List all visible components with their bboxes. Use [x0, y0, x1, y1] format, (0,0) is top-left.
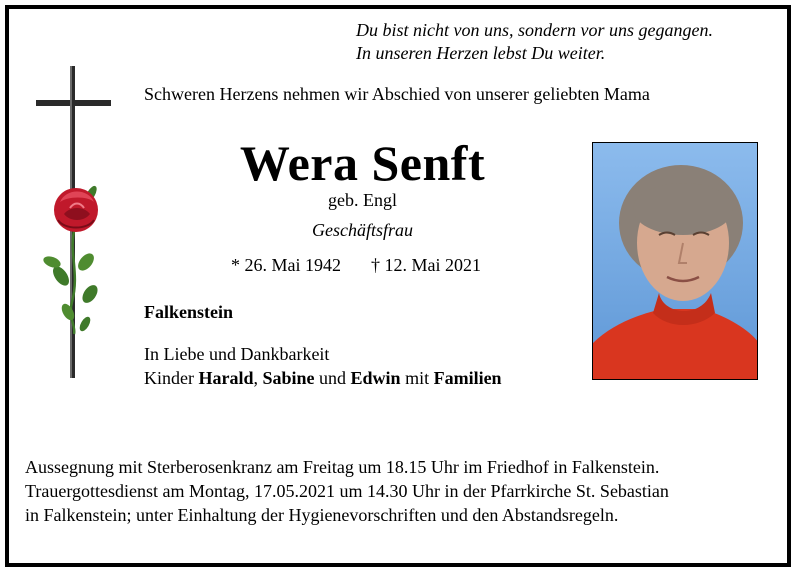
maiden-name: geb. Engl	[328, 190, 397, 210]
families: Familien	[433, 368, 502, 388]
birth-date: * 26. Mai 1942	[231, 255, 341, 275]
mourners-line-1: In Liebe und Dankbarkeit	[144, 344, 330, 364]
occupation: Geschäftsfrau	[312, 220, 413, 240]
mourners-line-2	[144, 368, 502, 389]
death-date: † 12. Mai 2021	[371, 255, 481, 275]
conjunction: und	[319, 368, 347, 388]
separator: ,	[253, 368, 258, 388]
verse-line-1: Du bist nicht von uns, sondern vor uns gegangen.	[356, 20, 713, 40]
service-info-line-2: Trauergottesdienst am Montag, 17.05.2021 um 14.30 Uhr in der Pfarrkirche St. Sebastian	[25, 481, 669, 501]
mourners-prefix: Kinder	[144, 368, 194, 388]
verse-line-2: In unseren Herzen lebst Du weiter.	[356, 43, 606, 63]
service-info-line-3: in Falkenstein; unter Einhaltung der Hygienevorschriften und den Abstandsregeln.	[25, 505, 619, 525]
child-name: Harald	[198, 368, 254, 388]
child-name: Edwin	[350, 368, 401, 388]
service-info-line-1: Aussegnung mit Sterberosenkranz am Freitag um 18.15 Uhr im Friedhof in Falkenstein.	[25, 457, 660, 477]
portrait-photo	[592, 142, 758, 380]
location: Falkenstein	[144, 302, 234, 322]
preposition: mit	[405, 368, 430, 388]
child-name: Sabine	[262, 368, 315, 388]
intro-text: Schweren Herzens nehmen wir Abschied von unserer geliebten Mama	[144, 84, 650, 104]
deceased-name: Wera Senft	[239, 135, 486, 191]
